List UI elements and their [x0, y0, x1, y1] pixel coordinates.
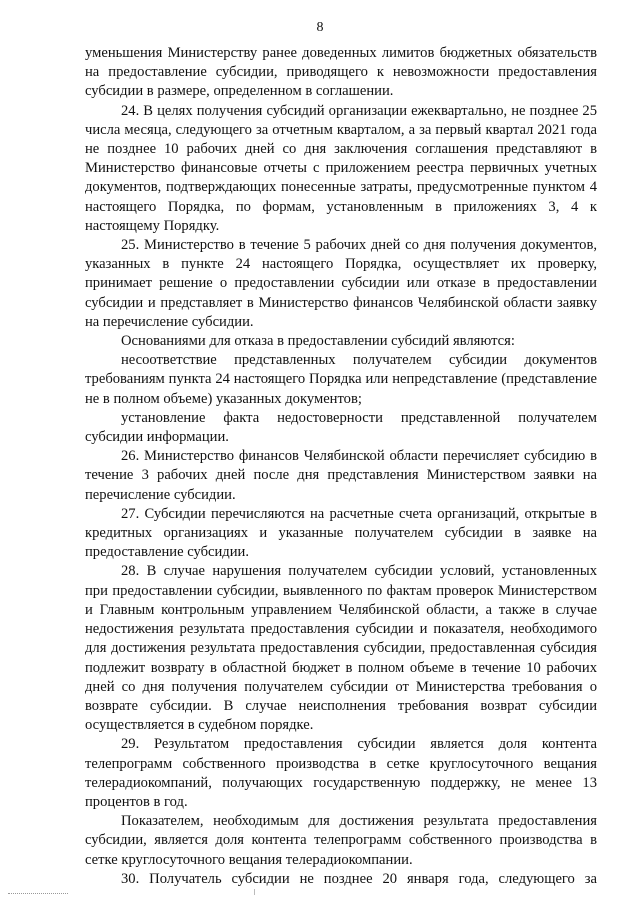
- footer-dotted-line: [8, 893, 68, 894]
- paragraph-24: 24. В целях получения субсидий организации ежеквартально, не позднее 25 числа месяца, следующего за отчетным кварталом, а за первый квартал 2021 года не позднее 10 рабочих дней со дня заключения соглашения представляют в Министерство финансовые отчеты с приложением реестра первичных учетных документов, подтверждающих понесенные затраты, предусмотренные пунктом 4 настоящего Порядка, по формам, установленным в приложениях 3, 4 к настоящему Порядку.: [85, 102, 597, 234]
- paragraph-26: 26. Министерство финансов Челябинской области перечисляет субсидию в течение 3 рабочих дней после дня представления Министерством заявки на перечисление субсидии.: [85, 448, 597, 503]
- paragraph-continuation: уменьшения Министерству ранее доведенных лимитов бюджетных обязательств на предоставление субсидии, приводящего к невозможности предоставления субсидии в размере, определенном в соглашении.: [85, 45, 597, 100]
- paragraph-29: 29. Результатом предоставления субсидии является доля контента телепрограмм собственного производства в сетке круглосуточного вещания телерадиокомпаний, получающих государственную поддержку, не менее 13 процентов в год.: [85, 736, 597, 810]
- paragraph-27: 27. Субсидии перечисляются на расчетные счета организаций, открытые в кредитных организациях и указанные получателем субсидии в заявке на предоставление субсидии.: [85, 505, 597, 561]
- paragraph-refusal-grounds: Основаниями для отказа в предоставлении субсидий являются:: [121, 333, 515, 350]
- footer-scan-mark: [254, 889, 255, 895]
- paragraph-ground-2: установление факта недостоверности представленной получателем субсидии информации.: [85, 409, 597, 446]
- page-number: 8: [316, 20, 324, 35]
- paragraph-indicator: Показателем, необходимым для достижения результата предоставления субсидии, является доля контента телепрограмм собственного производства в сетке круглосуточного вещания телерадиокомпании.: [85, 813, 597, 868]
- paragraph-30: 30. Получатель субсидии не позднее 20 января года, следующего за: [121, 870, 597, 887]
- paragraph-25: 25. Министерство в течение 5 рабочих дней со дня получения документов, указанных в пункте 24 настоящего Порядка, осуществляет их проверку, принимает решение о предоставлении субсидии или отказе в предоставлении субсидии и представляет в Министерство финансов Челябинской области заявку на перечисление субсидии.: [85, 237, 597, 330]
- document-body: [85, 44, 597, 889]
- paragraph-ground-1: несоответствие представленных получателем субсидии документов требованиям пункта 24 настоящего Порядка или непредставление (представление не в полном объеме) указанных документов;: [85, 352, 597, 407]
- paragraph-28: 28. В случае нарушения получателем субсидии условий, установленных при предоставлении субсидии, выявленного по фактам проверок Министерством и Главным контрольным управлением Челябинской области, а также в случае недостижения результата предоставления субсидии и показателя, необходимого для достижения результата предоставления субсидии, предоставленная субсидия подлежит возврату в областной бюджет в полном объеме в течение 10 рабочих дней со дня получения получателем субсидии от Министерства требования о возврате субсидии. В случае неисполнения требования возврат субсидии осуществляется в судебном порядке.: [85, 563, 597, 734]
